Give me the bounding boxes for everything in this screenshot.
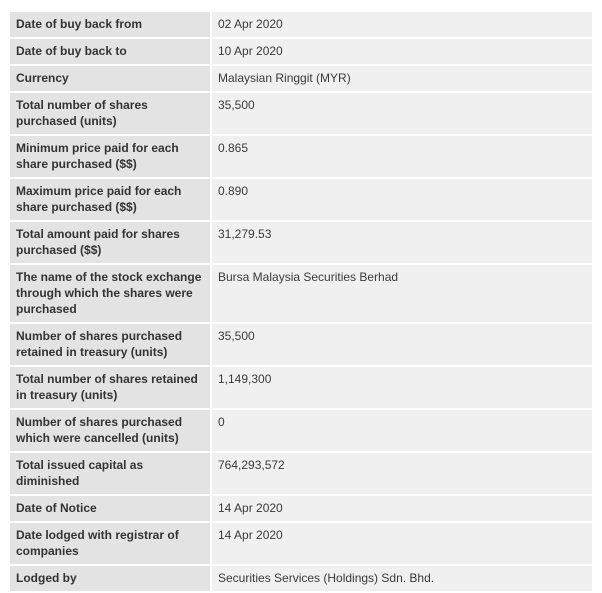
row-value: 31,279.53 <box>212 222 592 263</box>
row-value: Malaysian Ringgit (MYR) <box>212 66 592 91</box>
row-label: Total amount paid for shares purchased ($$) <box>10 222 210 263</box>
row-label: Number of shares purchased which were cancelled (units) <box>10 410 210 451</box>
table-row <box>10 93 592 134</box>
row-label: Maximum price paid for each share purchased ($$) <box>10 179 210 220</box>
table-row <box>10 410 592 451</box>
table-row <box>10 566 592 591</box>
row-label: Date of Notice <box>10 496 210 521</box>
row-value: 764,293,572 <box>212 453 592 494</box>
row-value: 1,149,300 <box>212 367 592 408</box>
row-label: Total number of shares purchased (units) <box>10 93 210 134</box>
row-label: Total number of shares retained in treasury (units) <box>10 367 210 408</box>
row-value: 14 Apr 2020 <box>212 523 592 564</box>
table-row <box>10 496 592 521</box>
row-value: 35,500 <box>212 324 592 365</box>
row-value: Bursa Malaysia Securities Berhad <box>212 265 592 322</box>
row-value: 10 Apr 2020 <box>212 39 592 64</box>
table-row <box>10 66 592 91</box>
table-row <box>10 523 592 564</box>
row-label: Date of buy back to <box>10 39 210 64</box>
row-label: Number of shares purchased retained in treasury (units) <box>10 324 210 365</box>
row-value: 0 <box>212 410 592 451</box>
table-row <box>10 179 592 220</box>
row-label: Lodged by <box>10 566 210 591</box>
buy-back-details-panel <box>10 10 592 593</box>
table-row <box>10 324 592 365</box>
row-value: Securities Services (Holdings) Sdn. Bhd. <box>212 566 592 591</box>
row-label: Currency <box>10 66 210 91</box>
table-row <box>10 136 592 177</box>
row-label: Date of buy back from <box>10 12 210 37</box>
buy-back-details-table <box>10 10 592 593</box>
row-value: 0.890 <box>212 179 592 220</box>
row-label: Date lodged with registrar of companies <box>10 523 210 564</box>
row-label: The name of the stock exchange through which the shares were purchased <box>10 265 210 322</box>
row-value: 02 Apr 2020 <box>212 12 592 37</box>
table-row <box>10 453 592 494</box>
row-label: Minimum price paid for each share purchased ($$) <box>10 136 210 177</box>
table-row <box>10 222 592 263</box>
table-row <box>10 12 592 37</box>
row-label: Total issued capital as diminished <box>10 453 210 494</box>
table-row <box>10 39 592 64</box>
row-value: 14 Apr 2020 <box>212 496 592 521</box>
table-row <box>10 367 592 408</box>
row-value: 35,500 <box>212 93 592 134</box>
row-value: 0.865 <box>212 136 592 177</box>
table-row <box>10 265 592 322</box>
